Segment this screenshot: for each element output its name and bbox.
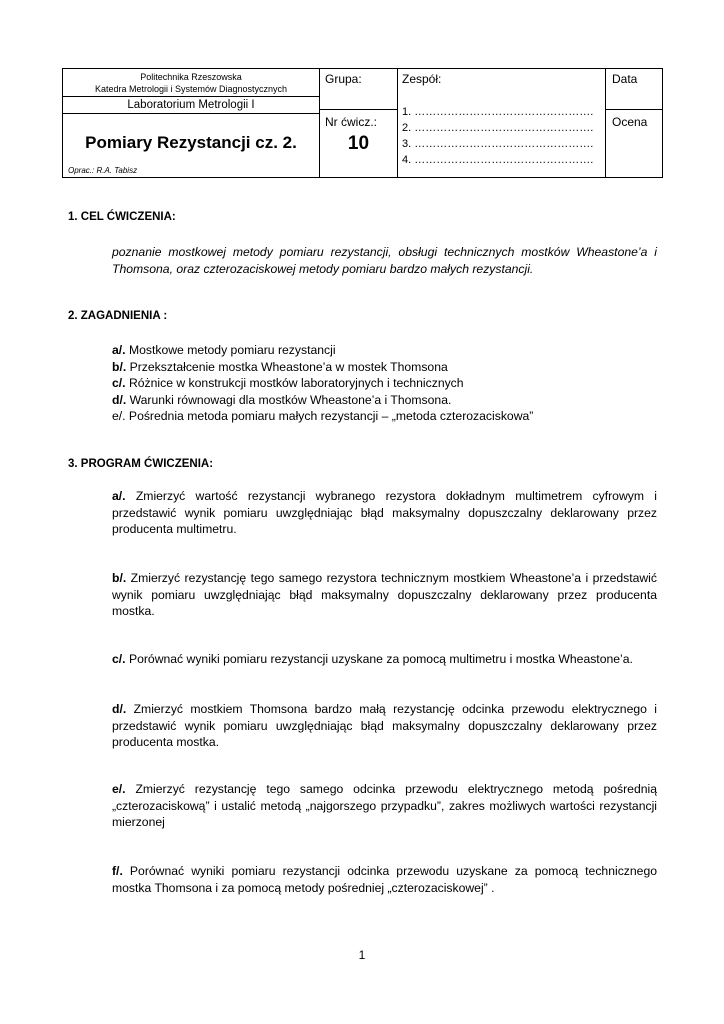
section-1-heading: 1. CEL ĆWICZENIA: bbox=[68, 211, 176, 223]
exercise-title: Pomiary Rezystancji cz. 2. bbox=[85, 133, 297, 152]
program-item-d: d/. Zmierzyć mostkiem Thomsona bardzo małą rezystancję odcinka przewodu elektrycznego i przedstawić wynik pomiaru uwzględniając błąd maksymalny dopuszczalny deklarowany przez producenta mostka. bbox=[112, 702, 657, 749]
exercise-number-label: Nr ćwicz.: bbox=[325, 115, 377, 129]
team-member-2: 2. …………………………………………. bbox=[402, 122, 594, 134]
laboratory-name: Laboratorium Metrologii I bbox=[127, 99, 255, 111]
date-label: Data bbox=[612, 72, 638, 86]
group-label: Grupa: bbox=[325, 72, 362, 86]
team-member-3: 3. …………………………………………. bbox=[402, 138, 594, 150]
list-item: a/. Mostkowe metody pomiaru rezystancji bbox=[112, 343, 336, 357]
list-item: e/. Pośrednia metoda pomiaru małych rezystancji – „metoda czterozaciskowa” bbox=[112, 409, 534, 423]
grade-label: Ocena bbox=[612, 115, 648, 129]
list-item: c/. Różnice w konstrukcji mostków laboratoryjnych i technicznych bbox=[112, 376, 464, 390]
header-table bbox=[62, 68, 663, 178]
team-label: Zespół: bbox=[402, 72, 442, 86]
program-item-f: f/. Porównać wyniki pomiaru rezystancji odcinka przewodu uzyskane za pomocą technicznego mostka Thomsona i za pomocą metody pośredniej „czterozaciskowej” . bbox=[112, 864, 657, 895]
list-item: b/. Przekształcenie mostka Wheastone’a w mostek Thomsona bbox=[112, 359, 448, 374]
topics-list bbox=[112, 342, 533, 425]
list-item: d/. Warunki równowagi dla mostków Wheastone’a i Thomsona. bbox=[112, 392, 452, 407]
section-1-text: poznanie mostkowej metody pomiaru rezystancji, obsługi technicznych mostków Wheastone’a i Thomsona, oraz czterozaciskowej metody pomiaru bardzo małych rezystancji. bbox=[112, 245, 657, 276]
team-member-1: 1. …………………………………………. bbox=[402, 106, 594, 118]
program-item-b: b/. Zmierzyć rezystancję tego samego rezystora technicznym mostkiem Wheastone’a i przedstawić wynik pomiaru uwzględniając błąd maksymalny dopuszczalny deklarowany przez producenta mostka. bbox=[112, 571, 657, 618]
prepared-by: Oprac.: R.A. Tabisz bbox=[68, 166, 138, 175]
page-number: 1 bbox=[358, 948, 366, 962]
institution-name: Politechnika Rzeszowska bbox=[140, 72, 242, 82]
section-3-heading: 3. PROGRAM ĆWICZENIA: bbox=[68, 458, 214, 470]
team-member-4: 4. …………………………………………. bbox=[402, 154, 594, 166]
section-2-heading: 2. ZAGADNIENIA : bbox=[68, 310, 168, 322]
program-item-a: a/. Zmierzyć wartość rezystancji wybranego rezystora dokładnym multimetrem cyfrowym i przedstawić wynik pomiaru uwzględniając błąd maksymalny dopuszczalny deklarowany przez producenta multimetru. bbox=[112, 489, 657, 536]
department-name: Katedra Metrologii i Systemów Diagnostycznych bbox=[94, 84, 288, 94]
program-item-e: e/. Zmierzyć rezystancję tego samego odcinka przewodu elektrycznego metodą pośrednią „czterozaciskową” i ustalić metodą „najgorszego przypadku”, zakres możliwych wartości rezystancji mierzonej bbox=[112, 782, 657, 829]
program-item-c: c/. Porównać wyniki pomiaru rezystancji uzyskane za pomocą multimetru i mostka Wheastone’a. bbox=[112, 652, 633, 666]
exercise-number: 10 bbox=[347, 133, 370, 154]
